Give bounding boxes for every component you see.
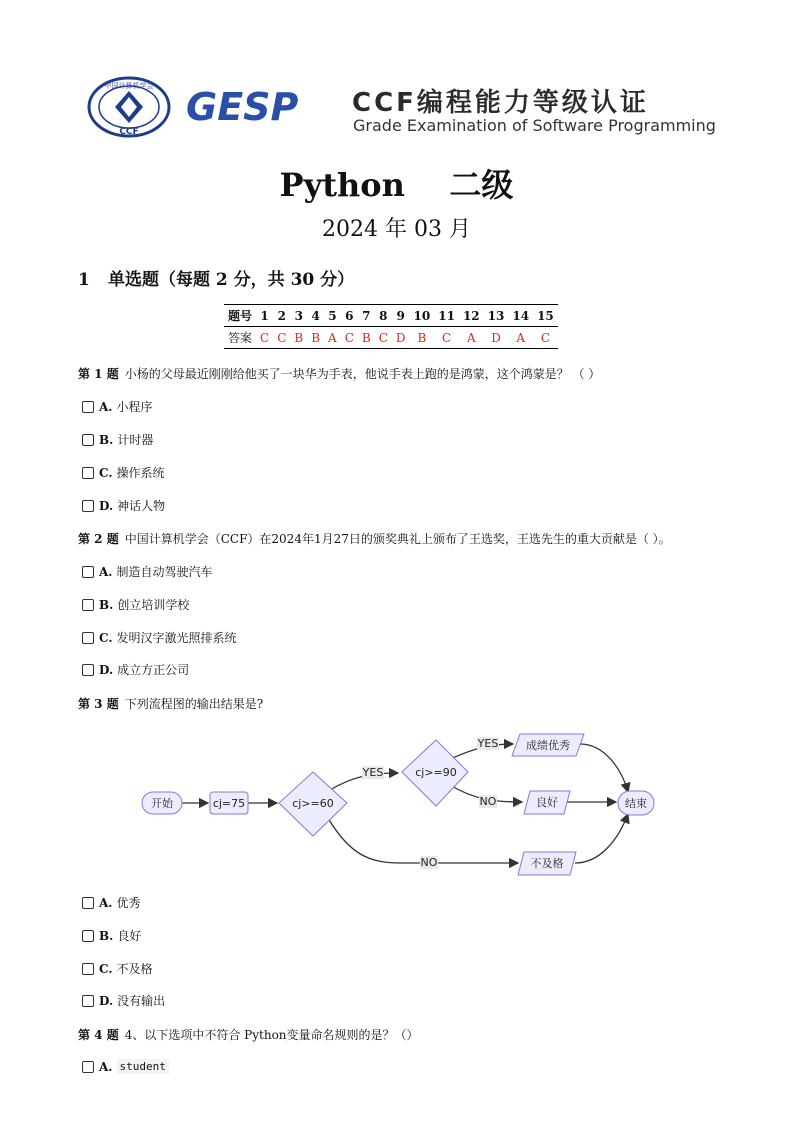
checkbox[interactable]: [82, 566, 94, 578]
node-fail-label: 不及格: [530, 857, 564, 870]
answer-table-answer-row: [224, 327, 558, 349]
checkbox[interactable]: [82, 897, 94, 909]
question-3-stem: [78, 695, 263, 712]
question-2-stem: [78, 530, 671, 547]
gesp-logo-text: GESP: [186, 85, 299, 128]
option-text: 操作系统: [116, 466, 165, 480]
question-1-option-b[interactable]: [82, 431, 153, 448]
question-text: 下列流程图的输出结果是?: [124, 697, 264, 711]
table-answer-label: 答案: [228, 331, 253, 345]
option-text: 小程序: [116, 400, 153, 414]
option-letter: C.: [99, 465, 113, 480]
checkbox[interactable]: [82, 1061, 94, 1073]
node-assign-label: cj=75: [212, 797, 246, 810]
q-number-cell: 7: [358, 305, 375, 327]
edge-label-yes-2: YES: [477, 737, 499, 750]
question-3-option-d[interactable]: [82, 992, 165, 1009]
gesp-logo: [184, 84, 334, 128]
option-letter: C.: [99, 961, 113, 976]
question-2-option-c[interactable]: [82, 629, 237, 646]
answer-cell: C: [378, 330, 388, 345]
option-letter: B.: [99, 432, 114, 447]
option-letter: D.: [99, 662, 114, 677]
question-2-option-b[interactable]: [82, 596, 189, 613]
option-letter: C.: [99, 630, 113, 645]
answer-cell: B: [294, 330, 304, 345]
question-1-option-d[interactable]: [82, 497, 165, 514]
seal-short: CCF: [119, 127, 139, 137]
checkbox[interactable]: [82, 500, 94, 512]
option-letter: A.: [99, 399, 113, 414]
q-number-cell: 4: [307, 305, 324, 327]
checkbox[interactable]: [82, 632, 94, 644]
option-text: 制造自动驾驶汽车: [116, 565, 213, 579]
answer-cell: D: [491, 330, 501, 345]
answer-cell: A: [328, 330, 337, 345]
option-letter: B.: [99, 597, 114, 612]
checkbox[interactable]: [82, 599, 94, 611]
option-text: 没有输出: [117, 994, 166, 1008]
checkbox[interactable]: [82, 434, 94, 446]
question-3-option-a[interactable]: [82, 894, 141, 911]
q-number-cell: 14: [508, 305, 533, 327]
answer-cell: D: [395, 330, 406, 345]
edge-excellent-end: [580, 744, 628, 792]
question-number: 第 1 题: [78, 367, 119, 381]
answer-cell: C: [540, 330, 550, 345]
checkbox[interactable]: [82, 930, 94, 942]
q-number-cell: 11: [434, 305, 459, 327]
seal-text: 中国计算机学会: [104, 82, 154, 90]
answer-cell: A: [516, 330, 526, 345]
q-number-cell: 3: [290, 305, 307, 327]
option-text: 不及格: [116, 962, 153, 976]
cert-title: CCF编程能力等级认证: [352, 88, 649, 118]
q-number-cell: 15: [533, 305, 558, 327]
section-heading: [78, 265, 354, 290]
doc-date: 2024 年 03 月: [322, 217, 471, 242]
answer-cell: B: [361, 330, 371, 345]
doc-title: Python 二级: [279, 166, 514, 204]
option-code: student: [117, 1059, 169, 1074]
option-text: 神话人物: [117, 499, 166, 513]
option-text: 成立方正公司: [117, 663, 190, 677]
option-letter: A.: [99, 1059, 113, 1074]
checkbox[interactable]: [82, 401, 94, 413]
ccf-seal-logo: [86, 76, 172, 138]
question-3-option-b[interactable]: [82, 927, 141, 944]
answer-cell: B: [311, 330, 321, 345]
q-number-cell: 6: [341, 305, 358, 327]
answer-table-header-row: [224, 305, 558, 327]
option-text: 发明汉字激光照排系统: [116, 631, 237, 645]
option-letter: D.: [99, 993, 114, 1008]
q-number-cell: 10: [410, 305, 435, 327]
question-number: 第 2 题: [78, 532, 119, 546]
option-text: 优秀: [116, 896, 141, 910]
node-excellent-label: 成绩优秀: [526, 739, 570, 752]
header: [86, 74, 716, 144]
question-3-option-c[interactable]: [82, 960, 153, 977]
q-number-cell: 13: [484, 305, 509, 327]
node-cond2-label: cj>=90: [415, 766, 457, 779]
node-cond1-label: cj>=60: [292, 797, 334, 810]
cert-subtitle: Grade Examination of Software Programming: [353, 116, 716, 135]
option-text: 良好: [117, 929, 142, 943]
answer-cell: C: [260, 330, 270, 345]
checkbox[interactable]: [82, 467, 94, 479]
q-number-cell: 12: [459, 305, 484, 327]
option-letter: A.: [99, 895, 113, 910]
answer-cell: C: [442, 330, 452, 345]
section-number: 1: [78, 270, 90, 290]
question-number: 第 3 题: [78, 697, 119, 711]
section-title: 单选题（每题 2 分，共 30 分）: [108, 270, 355, 290]
question-2-option-a[interactable]: [82, 563, 213, 580]
flowchart: [130, 730, 660, 880]
question-number: 第 4 题: [78, 1028, 119, 1042]
q-number-cell: 2: [273, 305, 290, 327]
question-2-option-d[interactable]: [82, 661, 189, 678]
q-number-cell: 1: [256, 305, 273, 327]
answer-cell: A: [466, 330, 476, 345]
q-number-cell: 9: [392, 305, 410, 327]
checkbox[interactable]: [82, 963, 94, 975]
option-letter: D.: [99, 498, 114, 513]
option-text: 计时器: [117, 433, 154, 447]
question-1-stem: [78, 365, 600, 382]
option-letter: B.: [99, 928, 114, 943]
question-1-option-a[interactable]: [82, 398, 153, 415]
answer-cell: C: [277, 330, 287, 345]
q-number-cell: 5: [324, 305, 341, 327]
option-letter: A.: [99, 564, 113, 579]
edge-label-no-1: NO: [479, 795, 497, 808]
question-4-stem: [78, 1026, 419, 1043]
checkbox[interactable]: [82, 995, 94, 1007]
question-4-option-a[interactable]: [82, 1059, 169, 1074]
question-text: 小杨的父母最近刚刚给他买了一块华为手表，他说手表上跑的是鸿蒙，这个鸿蒙是？ （ ）: [124, 367, 601, 381]
node-good-label: 良好: [536, 796, 558, 809]
answer-cell: C: [344, 330, 354, 345]
node-start-label: 开始: [151, 797, 173, 810]
option-text: 创立培训学校: [117, 598, 190, 612]
q-number-cell: 8: [375, 305, 392, 327]
question-text: 4、以下选项中不符合 Python变量命名规则的是？（）: [124, 1028, 419, 1042]
table-header-label: 题号: [224, 305, 256, 327]
question-text: 中国计算机学会（CCF）在2024年1月27日的颁奖典礼上颁布了王选奖，王选先生的重大贡献是（ ）。: [124, 532, 671, 546]
node-end-label: 结束: [625, 797, 647, 810]
checkbox[interactable]: [82, 664, 94, 676]
edge-label-yes-1: YES: [362, 766, 384, 779]
edge-label-no-2: NO: [420, 856, 438, 869]
question-1-option-c[interactable]: [82, 464, 165, 481]
answer-cell: B: [417, 330, 427, 345]
edge-fail-end: [575, 814, 628, 863]
answer-table: [224, 304, 558, 349]
